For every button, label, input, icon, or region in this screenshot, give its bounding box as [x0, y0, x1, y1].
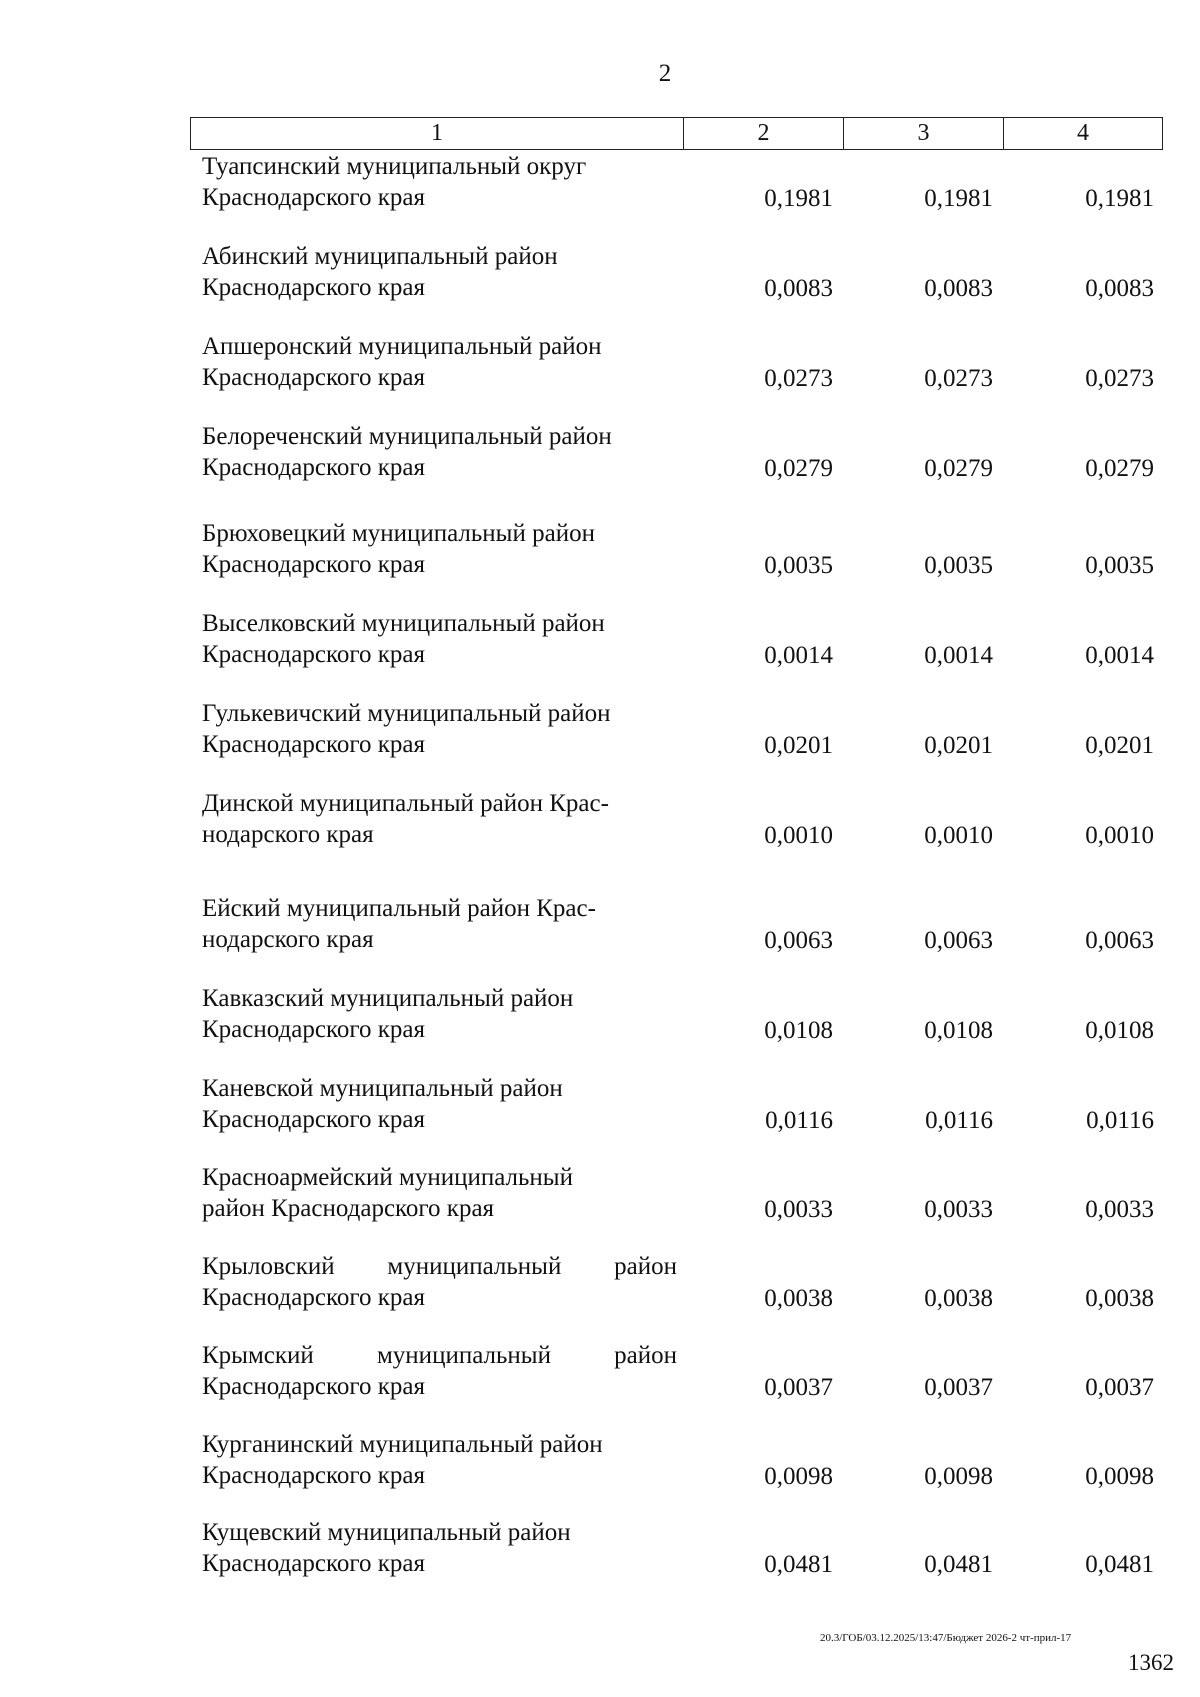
row-name-line-1: Крыловский муниципальный район — [202, 1253, 677, 1280]
row-name-line-1: Гулькевичский муниципальный район — [202, 700, 611, 727]
row-value-col-4: 0,0108 — [1085, 1017, 1154, 1044]
row-name-line-1: Брюховецкий муниципальный район — [202, 520, 595, 547]
row-value-col-2: 0,0098 — [764, 1463, 833, 1490]
row-name-line-1: Ейский муниципальный район Крас- — [202, 895, 596, 922]
row-name — [202, 1429, 677, 1491]
row-value-col-3: 0,0098 — [924, 1463, 993, 1490]
document-code: 20.3/ГОБ/03.12.2025/13:47/Бюджет 2026-2 чт-прил-17 — [820, 1632, 1072, 1644]
row-value-col-2: 0,0279 — [764, 455, 833, 482]
row-value-col-3: 0,0201 — [924, 732, 993, 759]
row-value-col-4: 0,0098 — [1085, 1463, 1154, 1490]
row-value-col-3: 0,0273 — [924, 365, 993, 392]
row-value-col-2: 0,0063 — [764, 927, 833, 954]
header-col-1: 1 — [191, 118, 684, 149]
row-value-col-4: 0,0201 — [1085, 732, 1154, 759]
row-value-col-3: 0,0116 — [925, 1107, 993, 1134]
footer-page-number: 1362 — [1128, 1650, 1174, 1675]
row-name-line-2: Краснодарского края — [202, 274, 425, 301]
row-name — [202, 151, 677, 213]
row-name — [202, 331, 677, 393]
page-number: 2 — [658, 60, 672, 87]
row-name — [202, 1073, 677, 1135]
row-value-col-2: 0,0108 — [764, 1017, 833, 1044]
row-name-line-2: район Краснодарского края — [202, 1195, 495, 1222]
row-name-line-2: Краснодарского края — [202, 1462, 425, 1489]
row-value-col-3: 0,1981 — [924, 185, 993, 212]
row-name-line-1: Белореченский муниципальный район — [202, 423, 612, 450]
row-value-col-4: 0,0014 — [1085, 642, 1154, 669]
row-name-line-1: Курганинский муниципальный район — [202, 1431, 603, 1458]
row-name-line-2: Краснодарского края — [202, 1284, 425, 1311]
header-col-4: 4 — [1077, 120, 1089, 146]
row-value-col-2: 0,1981 — [764, 185, 833, 212]
row-value-col-3: 0,0481 — [924, 1551, 993, 1578]
header-col-2: 2 — [684, 118, 844, 149]
row-value-col-2: 0,0033 — [764, 1196, 833, 1223]
row-value-col-4: 0,0279 — [1085, 455, 1154, 482]
row-value-col-3: 0,0033 — [924, 1196, 993, 1223]
row-name — [202, 1251, 677, 1313]
row-value-col-4: 0,0010 — [1085, 822, 1154, 849]
row-name-line-2: Краснодарского края — [202, 1373, 425, 1400]
row-name-line-1: Крымский муниципальный район — [202, 1342, 677, 1369]
row-name-line-2: Краснодарского края — [202, 454, 425, 481]
row-name — [202, 1162, 677, 1224]
row-value-col-2: 0,0038 — [764, 1285, 833, 1312]
row-name — [202, 893, 677, 955]
row-value-col-2: 0,0035 — [764, 552, 833, 579]
row-value-col-3: 0,0037 — [924, 1374, 993, 1401]
row-value-col-3: 0,0010 — [924, 822, 993, 849]
row-value-col-4: 0,1981 — [1085, 185, 1154, 212]
row-value-col-2: 0,0014 — [764, 642, 833, 669]
row-value-col-3: 0,0038 — [924, 1285, 993, 1312]
row-name-line-2: Краснодарского края — [202, 1106, 425, 1133]
row-value-col-3: 0,0279 — [924, 455, 993, 482]
row-name — [202, 698, 677, 760]
row-value-col-2: 0,0273 — [764, 365, 833, 392]
row-name-line-1: Туапсинский муниципальный округ — [202, 153, 587, 180]
row-name-line-2: Краснодарского края — [202, 364, 425, 391]
row-name-line-1: Кущевский муниципальный район — [202, 1519, 571, 1546]
row-name-line-2: Краснодарского края — [202, 731, 425, 758]
row-name — [202, 421, 677, 483]
row-value-col-4: 0,0063 — [1085, 927, 1154, 954]
row-name-line-1: Абинский муниципальный район — [202, 243, 558, 270]
header-col-3: 3 — [844, 118, 1004, 149]
row-value-col-4: 0,0037 — [1085, 1374, 1154, 1401]
row-name — [202, 788, 677, 850]
row-name-line-2: Краснодарского края — [202, 184, 425, 211]
row-value-col-4: 0,0035 — [1085, 552, 1154, 579]
row-name-line-2: Краснодарского края — [202, 641, 425, 668]
row-value-col-4: 0,0273 — [1085, 365, 1154, 392]
row-name — [202, 983, 677, 1045]
row-name-line-1: Красноармейский муниципальный — [202, 1164, 573, 1191]
row-value-col-4: 0,0116 — [1086, 1107, 1154, 1134]
row-name-line-1: Динской муниципальный район Крас- — [202, 790, 609, 817]
row-name-line-2: нодарского края — [202, 821, 374, 848]
row-value-col-4: 0,0481 — [1085, 1551, 1154, 1578]
row-value-col-4: 0,0033 — [1085, 1196, 1154, 1223]
row-value-col-2: 0,0083 — [764, 275, 833, 302]
row-name-line-1: Выселковский муниципальный район — [202, 610, 605, 637]
row-name — [202, 241, 677, 303]
row-value-col-3: 0,0063 — [924, 927, 993, 954]
row-name-line-1: Кавказский муниципальный район — [202, 985, 574, 1012]
row-value-col-3: 0,0035 — [924, 552, 993, 579]
row-name-line-2: Краснодарского края — [202, 1016, 425, 1043]
row-value-col-3: 0,0083 — [924, 275, 993, 302]
row-name — [202, 1340, 677, 1402]
row-name-line-1: Апшеронский муниципальный район — [202, 333, 602, 360]
row-value-col-2: 0,0037 — [764, 1374, 833, 1401]
row-value-col-4: 0,0083 — [1085, 275, 1154, 302]
row-value-col-2: 0,0010 — [764, 822, 833, 849]
row-name-line-2: Краснодарского края — [202, 1550, 425, 1577]
row-value-col-3: 0,0014 — [924, 642, 993, 669]
row-name-line-1: Каневской муниципальный район — [202, 1075, 563, 1102]
row-name — [202, 608, 677, 670]
row-value-col-2: 0,0201 — [764, 732, 833, 759]
row-value-col-3: 0,0108 — [924, 1017, 993, 1044]
row-name — [202, 1517, 677, 1579]
row-value-col-2: 0,0481 — [764, 1551, 833, 1578]
row-name-line-2: Краснодарского края — [202, 551, 425, 578]
row-value-col-2: 0,0116 — [765, 1107, 833, 1134]
row-name-line-2: нодарского края — [202, 926, 374, 953]
row-name — [202, 518, 677, 580]
row-value-col-4: 0,0038 — [1085, 1285, 1154, 1312]
